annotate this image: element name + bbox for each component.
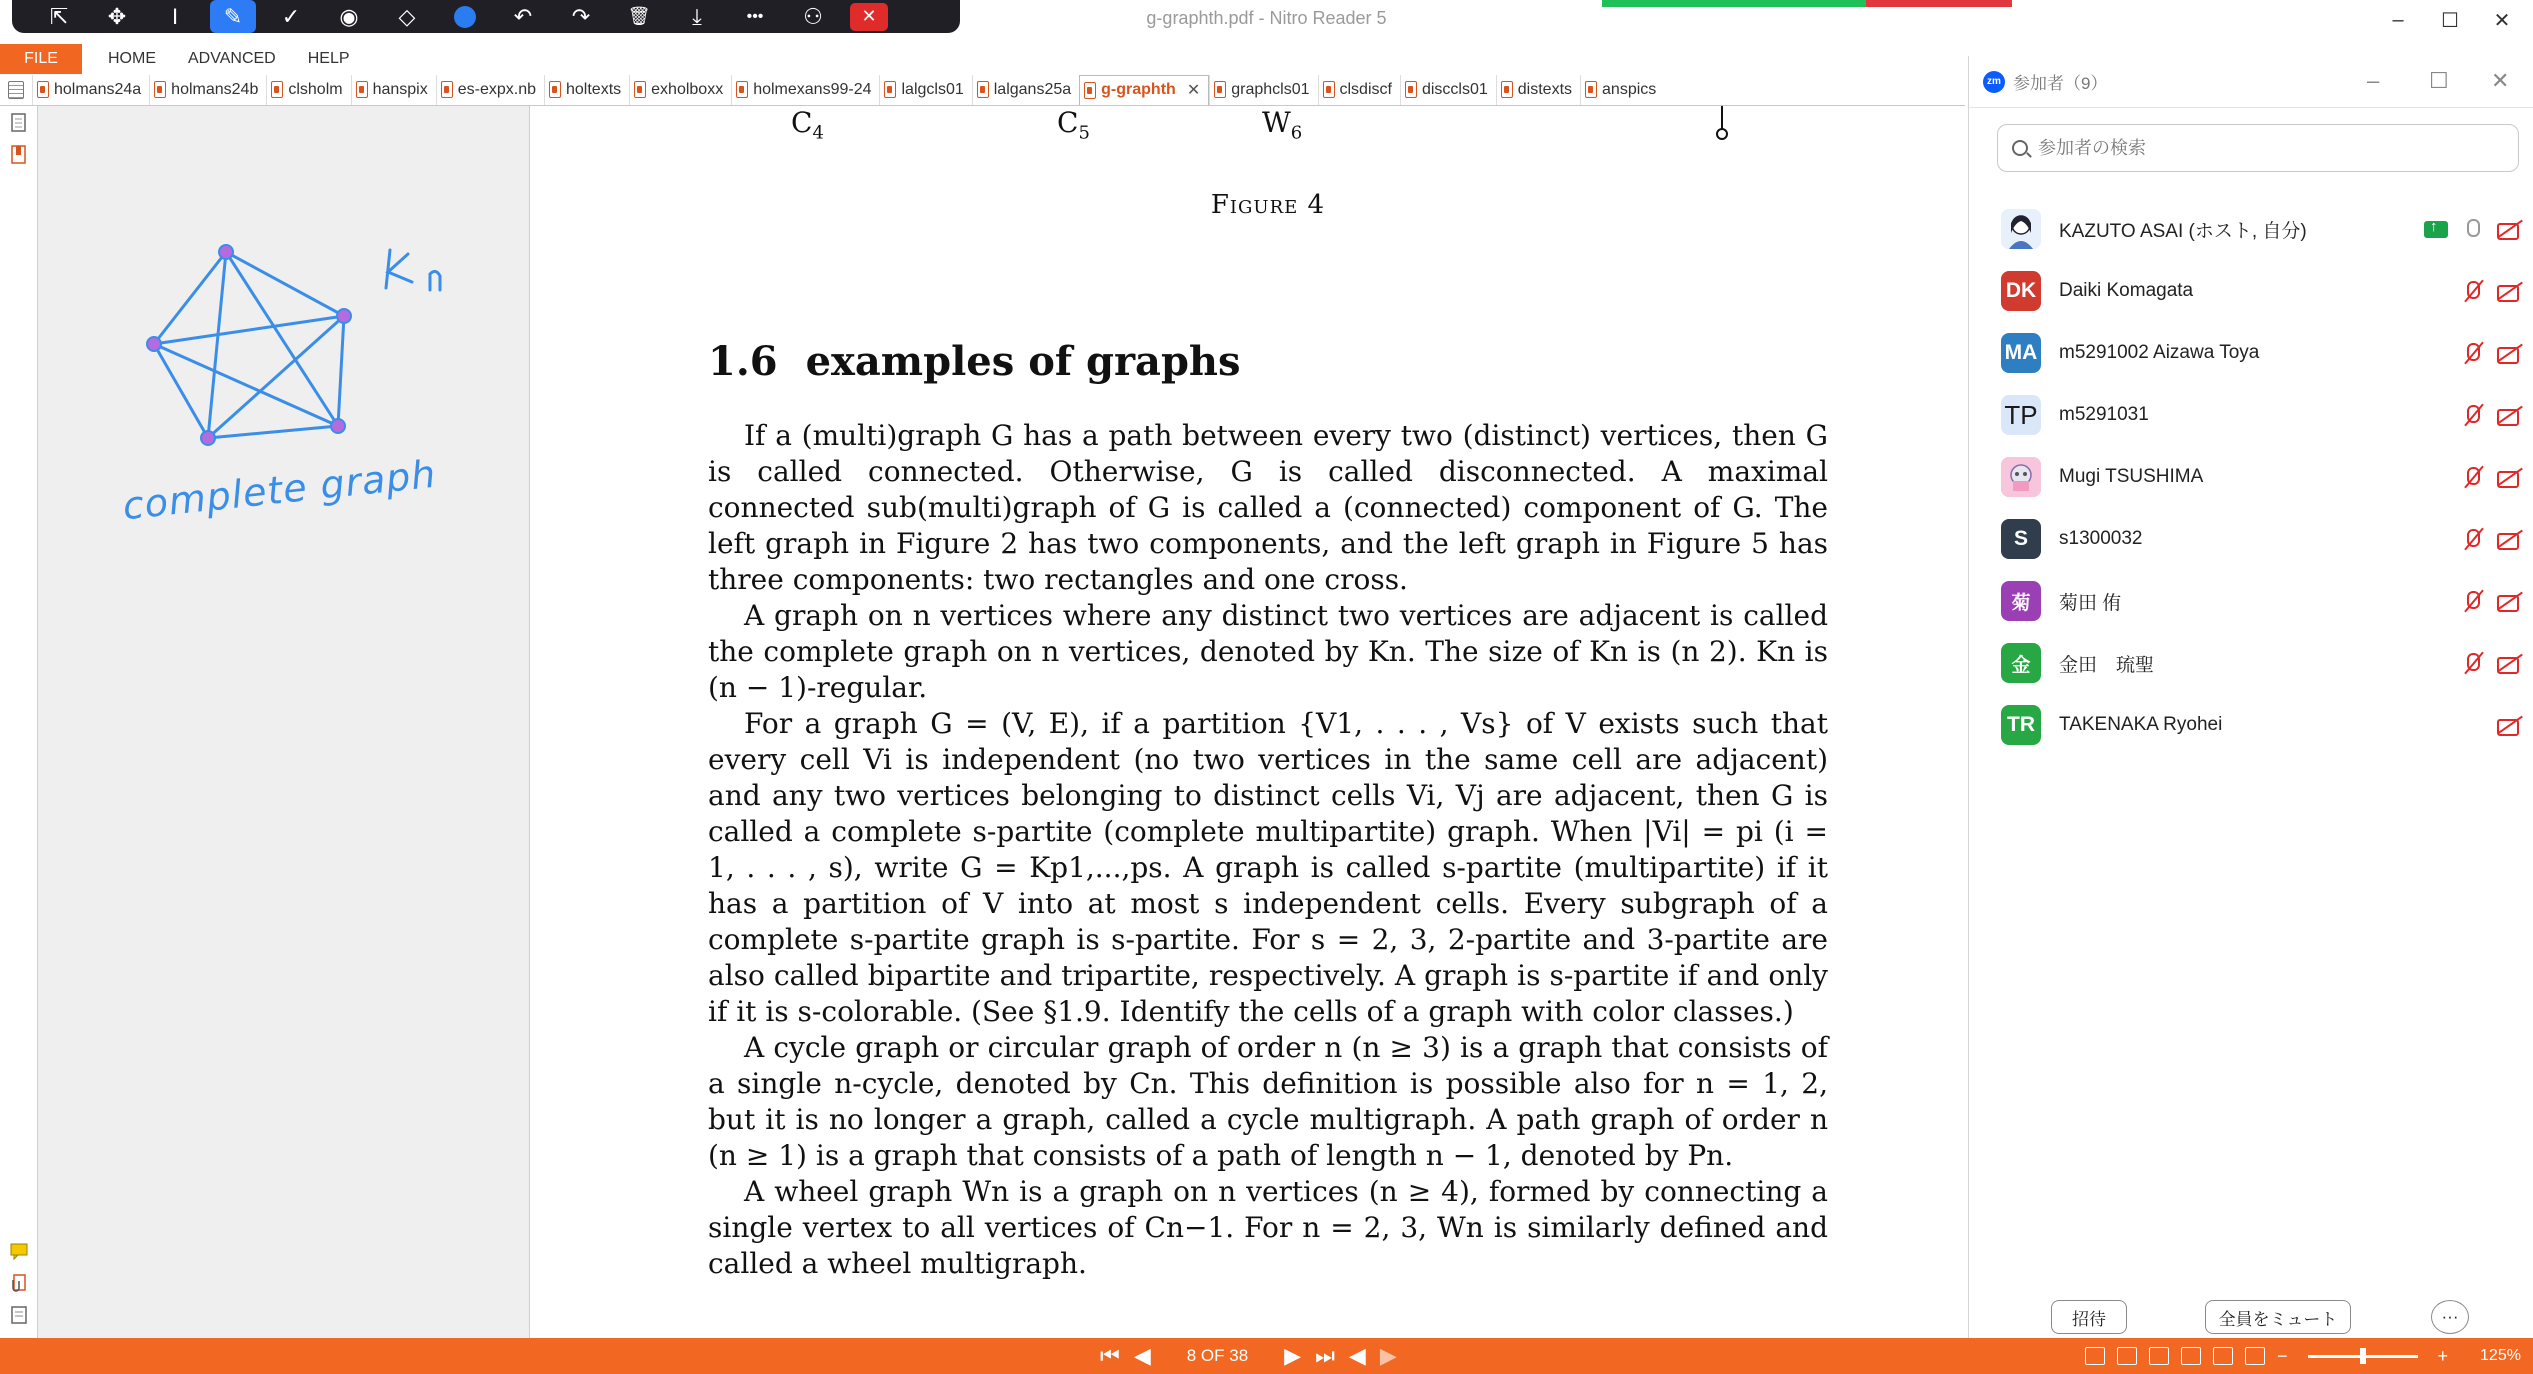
microphone-muted-icon[interactable] <box>2460 341 2484 365</box>
tab-clsdiscf[interactable]: clsdiscf <box>1318 75 1400 105</box>
handwritten-caption: complete graph <box>120 451 439 529</box>
status-bar <box>0 1338 2533 1374</box>
figure-caption: Figure 4 <box>1210 190 1326 220</box>
video-off-icon[interactable] <box>2496 217 2520 241</box>
participant-row[interactable] <box>1969 570 2533 632</box>
ribbon-menu <box>0 44 1965 74</box>
menu-advanced[interactable]: ADVANCED <box>188 50 276 67</box>
section-title: examples of graphs <box>805 338 1241 385</box>
invite-button[interactable]: 招待 <box>2051 1300 2127 1334</box>
more-options-button[interactable]: ··· <box>2431 1300 2469 1334</box>
tab-distexts[interactable]: distexts <box>1496 75 1580 105</box>
window-title: g-graphth.pdf - Nitro Reader 5 <box>1146 8 1387 28</box>
pdf-icon <box>1214 81 1226 98</box>
pdf-icon <box>1323 81 1335 98</box>
pen-icon[interactable]: ✎ <box>210 0 256 33</box>
tab-disccls01[interactable]: disccls01 <box>1400 75 1496 105</box>
participant-name: Mugi TSUSHIMA <box>2059 466 2204 487</box>
tab-es-expx[interactable]: es-expx.nb <box>436 75 544 105</box>
tab-clsholm[interactable]: clsholm <box>266 75 350 105</box>
paragraph-wheel-graph: A wheel graph Wn is a graph on n vertices (n ≥ 4), formed by connecting a single vertex to all vertices of Cn−1. For n = 2, 3, Wn is similarly defined and called a wheel multigraph. <box>708 1175 1828 1280</box>
handwritten-k5-drawing <box>38 106 530 526</box>
next-page-icon[interactable]: ▶ <box>1284 1343 1302 1368</box>
pdf-icon <box>634 81 646 98</box>
microphone-muted-icon[interactable] <box>2460 589 2484 613</box>
microphone-icon[interactable] <box>2460 217 2484 241</box>
select-arrow-icon[interactable]: ⇱ <box>49 3 69 29</box>
tab-holmans24b[interactable]: holmans24b <box>149 75 266 105</box>
pdf-icon <box>1405 81 1417 98</box>
participant-name: m5291031 <box>2059 404 2149 425</box>
screen-share-indicator-red <box>1866 0 2012 7</box>
participant-status <box>2460 260 2520 322</box>
menu-home[interactable]: HOME <box>108 50 156 67</box>
tab-graphcls01[interactable]: graphcls01 <box>1209 75 1317 105</box>
section-heading <box>708 338 1241 385</box>
zoom-in-button[interactable]: + <box>2437 1345 2449 1366</box>
avatar: 菊 <box>2001 581 2041 621</box>
undo-icon[interactable]: ↶ <box>513 3 533 29</box>
video-off-icon[interactable] <box>2496 713 2520 737</box>
video-off-icon[interactable] <box>2496 465 2520 489</box>
video-off-icon[interactable] <box>2496 589 2520 613</box>
view-controls <box>2085 1338 2521 1374</box>
pdf-icon <box>1585 81 1597 98</box>
pdf-icon <box>271 81 283 98</box>
pdf-icon <box>154 81 166 98</box>
annotation-toolbar <box>12 0 960 33</box>
zoom-logo-icon: zm <box>1983 71 2005 93</box>
participant-status <box>2460 508 2520 570</box>
menu-file[interactable]: FILE <box>0 44 82 74</box>
avatar <box>2001 209 2041 249</box>
video-off-icon[interactable] <box>2496 403 2520 427</box>
section-number: 1.6 <box>708 338 778 385</box>
pdf-icon <box>37 81 49 98</box>
layers-panel-icon[interactable] <box>9 1304 29 1326</box>
spotlight-icon[interactable]: ◉ <box>339 3 359 29</box>
pdf-icon <box>549 81 561 98</box>
tab-hanspix[interactable]: hanspix <box>351 75 436 105</box>
minimize-button[interactable]: – <box>2392 8 2404 31</box>
participant-name: m5291002 Aizawa Toya <box>2059 342 2260 363</box>
text-cursor-icon[interactable]: I <box>171 3 179 29</box>
page-navigation <box>1100 1338 1397 1374</box>
screen-share-indicator-green <box>1602 0 1866 7</box>
panel-minimize-button[interactable]: – <box>2367 68 2380 93</box>
participant-name: s1300032 <box>2059 528 2143 549</box>
participant-status <box>2460 632 2520 694</box>
video-off-icon[interactable] <box>2496 341 2520 365</box>
menu-help[interactable]: HELP <box>307 50 350 67</box>
paragraph-multipartite: For a graph G = (V, E), if a partition {V1, . . . , Vs} of V exists such that every cell Vi is independent (no two vertices in the same cell are adjacent) and any two vertices belonging to distinct cells Vi, Vj are adjacent, then G is called a complete s-partite (complete multipartite) graph. When |Vi| = pi (i = 1, . . . , s), write G = Kp1,...,ps. A graph is called s-partite (multipartite) if it has a partition of V into at most s independent cells. Every subgraph of a complete s-partite graph is s-partite. For s = 2, 3, 2-partite and 3-partite are also called bipartite and tripartite, respectively. A graph is s-partite if and only if it is s-colorable. (See §1.9. Identify the cells of a graph with color classes.) <box>708 707 1828 1028</box>
request-control-icon[interactable]: ⚇ <box>803 3 823 29</box>
participant-row[interactable] <box>1969 384 2533 446</box>
video-off-icon[interactable] <box>2496 279 2520 303</box>
avatar <box>2001 457 2041 497</box>
participant-status <box>2496 694 2520 756</box>
tab-lalgcls01[interactable]: lalgcls01 <box>879 75 971 105</box>
microphone-muted-icon[interactable] <box>2460 279 2484 303</box>
section-paragraphs <box>708 418 1828 1282</box>
save-icon[interactable]: ⤓ <box>692 3 702 29</box>
window-close-button[interactable]: ✕ <box>2493 9 2511 32</box>
tab-anspics[interactable]: anspics <box>1580 75 1664 105</box>
paragraph-cycle-graph: A cycle graph or circular graph of order n (n ≥ 3) is a graph that consists of a single n-cycle, denoted by Cn. This definition is possible also for n = 1, 2, but it is no longer a graph, called a cycle multigraph. A path graph of order n (n ≥ 1) is a graph that consists of a path of length n − 1, denoted by Pn. <box>708 1031 1828 1172</box>
pdf-icon <box>884 81 896 98</box>
comments-panel-icon[interactable] <box>9 1240 29 1262</box>
avatar: 金 <box>2001 643 2041 683</box>
tab-holmexans99-24[interactable]: holmexans99-24 <box>731 75 879 105</box>
participant-row[interactable] <box>1969 446 2533 508</box>
participant-search-input[interactable] <box>2038 138 2498 159</box>
side-rail <box>0 106 38 1338</box>
zoom-slider[interactable] <box>2308 1355 2418 1358</box>
redo-icon[interactable]: ↷ <box>571 3 591 29</box>
pdf-icon <box>356 81 368 98</box>
participant-status <box>2460 570 2520 632</box>
pdf-icon <box>1084 82 1096 99</box>
figure-label-c4: $C_4$ <box>791 106 824 144</box>
single-page-view-icon[interactable] <box>2085 1347 2105 1365</box>
previous-page-icon[interactable]: ◀ <box>1133 1343 1151 1368</box>
color-icon[interactable] <box>436 0 494 33</box>
maximize-button[interactable]: ☐ <box>2441 9 2459 32</box>
microphone-muted-icon[interactable] <box>2460 527 2484 551</box>
participant-list <box>1969 198 2533 756</box>
participant-name: TAKENAKA Ryohei <box>2059 714 2223 735</box>
zoom-participants-panel <box>1968 56 2533 1338</box>
search-icon <box>2012 140 2028 156</box>
tab-holtexts[interactable]: holtexts <box>544 75 629 105</box>
screen-share-icon <box>2424 221 2448 238</box>
continuous-view-icon[interactable] <box>2117 1347 2137 1365</box>
avatar: DK <box>2001 271 2041 311</box>
pages-icon <box>8 81 24 99</box>
facing-view-icon[interactable] <box>2149 1347 2169 1365</box>
microphone-muted-icon[interactable] <box>2460 403 2484 427</box>
tab-close-icon[interactable]: ✕ <box>1186 82 1201 99</box>
participants-footer <box>1969 1286 2533 1338</box>
microphone-muted-icon[interactable] <box>2460 465 2484 489</box>
tab-exholboxx[interactable]: exholboxx <box>629 75 731 105</box>
attachments-panel-icon[interactable] <box>9 1272 29 1294</box>
pages-panel-icon[interactable] <box>9 112 29 134</box>
paragraph-connected: If a (multi)graph G has a path between every two (distinct) vertices, then G is called connected. Otherwise, G is called disconnected. A maximal connected sub(multi)graph of G is called a (connected) component of G. The left graph in Figure 2 has two components, and the left graph in Figure 5 has three components: two rectangles and one cross. <box>708 419 1828 596</box>
pdf-icon <box>977 81 989 98</box>
document-page[interactable] <box>531 106 1965 1338</box>
figure-label-c5: $C_5$ <box>1057 106 1090 144</box>
panel-popout-button[interactable]: ☐ <box>2429 68 2449 93</box>
color-swatch <box>454 6 476 28</box>
bookmarks-panel-icon[interactable] <box>9 144 29 166</box>
tab-lalgans25a[interactable]: lalgans25a <box>972 75 1079 105</box>
tab-g-graphth[interactable]: g-graphth ✕ <box>1079 75 1209 105</box>
pdf-icon <box>1501 81 1513 98</box>
mute-all-button[interactable]: 全員をミュート <box>2205 1300 2351 1334</box>
participant-status <box>2460 446 2520 508</box>
participant-status <box>2424 198 2520 260</box>
back-view-icon[interactable]: ◀ <box>1348 1343 1366 1368</box>
fit-width-icon[interactable] <box>2245 1347 2265 1365</box>
figure-fragment <box>1708 106 1738 142</box>
facing-continuous-view-icon[interactable] <box>2181 1347 2201 1365</box>
figure-label-w6: $W_6$ <box>1262 106 1303 144</box>
video-off-icon[interactable] <box>2496 527 2520 551</box>
video-off-icon[interactable] <box>2496 651 2520 675</box>
participant-status <box>2460 384 2520 446</box>
participant-row[interactable] <box>1969 694 2533 756</box>
pdf-icon <box>736 81 748 98</box>
close-icon[interactable]: ✕ <box>850 3 888 31</box>
zoom-level[interactable]: 125% <box>2480 1347 2521 1364</box>
participant-row[interactable] <box>1969 198 2533 260</box>
last-page-icon[interactable]: ⏭ <box>1315 1343 1335 1368</box>
participant-row[interactable] <box>1969 508 2533 570</box>
more-icon[interactable]: ••• <box>746 7 764 25</box>
avatar: S <box>2001 519 2041 559</box>
participant-name: 菊田 侑 <box>2059 592 2122 614</box>
participant-row[interactable] <box>1969 632 2533 694</box>
avatar: TR <box>2001 705 2041 745</box>
participant-row[interactable] <box>1969 322 2533 384</box>
check-icon[interactable]: ✓ <box>281 3 301 29</box>
zoom-out-button[interactable]: − <box>2277 1345 2288 1366</box>
participant-search[interactable] <box>1997 124 2519 172</box>
participant-name: Daiki Komagata <box>2059 280 2194 301</box>
participant-status <box>2460 322 2520 384</box>
fit-page-icon[interactable] <box>2213 1347 2233 1365</box>
participants-header <box>1969 56 2533 108</box>
tab-holmans24a[interactable]: holmans24a <box>32 75 149 105</box>
participant-name: 金田 琉聖 <box>2059 654 2155 676</box>
participant-row[interactable] <box>1969 260 2533 322</box>
avatar: MA <box>2001 333 2041 373</box>
move-icon[interactable]: ✥ <box>107 3 127 29</box>
panel-close-button[interactable]: ✕ <box>2491 68 2510 93</box>
annotation-pane[interactable] <box>38 106 530 1338</box>
document-tabs <box>0 74 1965 106</box>
page-indicator[interactable]: 8 OF 38 <box>1186 1346 1249 1365</box>
first-page-icon[interactable]: ⏮ <box>1100 1343 1120 1368</box>
microphone-muted-icon[interactable] <box>2460 651 2484 675</box>
participant-name: KAZUTO ASAI (ホスト, 自分) <box>2059 220 2307 242</box>
avatar: TP <box>2001 395 2041 435</box>
forward-view-icon[interactable]: ▶ <box>1379 1343 1397 1368</box>
eraser-icon[interactable]: ◇ <box>398 3 416 29</box>
paragraph-complete-graph: A graph on n vertices where any distinct two vertices are adjacent is called the complete graph on n vertices, denoted by Kn. The size of Kn is (n 2). Kn is (n − 1)-regular. <box>708 599 1828 704</box>
tab-list-icon[interactable] <box>0 75 32 105</box>
pdf-icon <box>441 81 453 98</box>
participants-title: 参加者（9） <box>2013 74 2108 93</box>
trash-icon[interactable]: 🗑 <box>627 6 651 26</box>
